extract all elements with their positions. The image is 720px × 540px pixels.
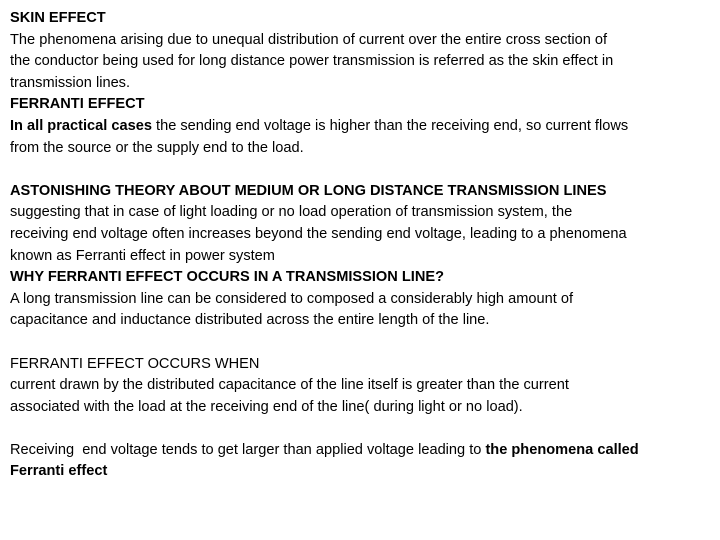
occurs-heading: FERRANTI EFFECT OCCURS WHEN xyxy=(10,355,260,372)
paragraph-gap xyxy=(10,418,716,440)
ferranti-effect-text-line-2: from the source or the supply end to the load. xyxy=(10,139,304,156)
why-text-line-2: capacitance and inductance distributed across the entire length of the line. xyxy=(10,312,490,329)
paragraph-gap xyxy=(10,332,716,354)
ferranti-effect-heading: FERRANTI EFFECT xyxy=(10,96,145,113)
conclusion-emphasis: the phenomena called xyxy=(485,441,639,458)
conclusion-line-2: Ferranti effect xyxy=(10,463,108,480)
ferranti-effect-text-line-1 xyxy=(10,116,716,138)
skin-effect-text-line-3: transmission lines. xyxy=(10,74,131,91)
slide-content xyxy=(10,8,716,483)
skin-effect-text-line-1: The phenomena arising due to unequal distribution of current over the entire cross section of xyxy=(10,31,608,48)
skin-effect-heading: SKIN EFFECT xyxy=(10,10,106,26)
why-text-line-1: A long transmission line can be considered to composed a considerably high amount of xyxy=(10,290,574,307)
occurs-text-line-1: current drawn by the distributed capacitance of the line itself is greater than the current xyxy=(10,377,569,394)
occurs-text-line-2: associated with the load at the receiving end of the line( during light or no load). xyxy=(10,398,523,415)
conclusion-plain-text: Receiving end voltage tends to get larger than applied voltage leading to xyxy=(10,441,486,458)
conclusion-line-1 xyxy=(10,440,716,462)
why-heading: WHY FERRANTI EFFECT OCCURS IN A TRANSMISSION LINE? xyxy=(10,269,445,286)
theory-text-line-1: suggesting that in case of light loading or no load operation of transmission system, the xyxy=(10,204,573,221)
theory-text-line-3: known as Ferranti effect in power system xyxy=(10,247,275,264)
theory-heading: ASTONISHING THEORY ABOUT MEDIUM OR LONG DISTANCE TRANSMISSION LINES xyxy=(10,182,607,199)
paragraph-gap xyxy=(10,159,716,181)
skin-effect-text-line-2: the conductor being used for long distance power transmission is referred as the skin effect in xyxy=(10,53,614,70)
ferranti-text-rest: the sending end voltage is higher than the receiving end, so current flows xyxy=(151,117,629,134)
ferranti-emphasis: In all practical cases xyxy=(10,117,152,134)
theory-text-line-2: receiving end voltage often increases beyond the sending end voltage, leading to a phenomena xyxy=(10,225,627,242)
